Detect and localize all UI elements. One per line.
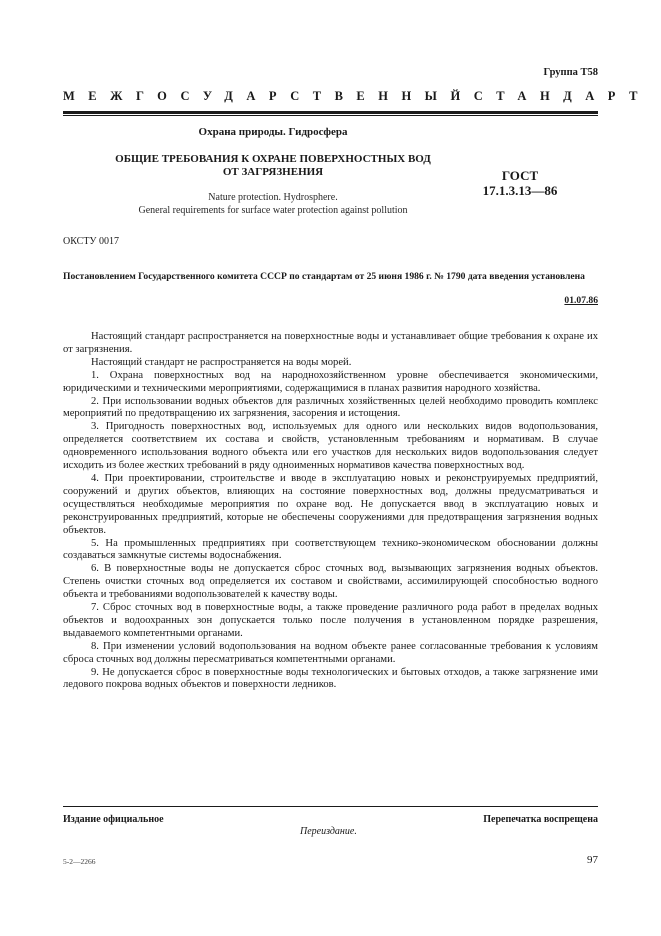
title-line-1: ОБЩИЕ ТРЕБОВАНИЯ К ОХРАНЕ ПОВЕРХНОСТНЫХ ВОД bbox=[115, 153, 431, 165]
title-line-2: ОТ ЗАГРЯЗНЕНИЯ bbox=[222, 166, 324, 178]
header-rule-thick bbox=[63, 111, 598, 114]
resolution-text: Постановлением Государственного комитета СССР по стандартам от 25 июня 1986 г. № 1790 дата введения установлена bbox=[63, 271, 585, 282]
header-rule-thin bbox=[63, 115, 598, 116]
paragraph: 1. Охрана поверхностных вод на народнохозяйственном уровне обеспечивается экономическими, юридическими и техническими мероприятиями, содержащимися в планах развития народного хозяйства. bbox=[63, 369, 598, 394]
print-code: 5-2—2266 bbox=[63, 857, 96, 866]
document-subject: Охрана природы. Гидросфера bbox=[198, 126, 348, 138]
okstu-code: ОКСТУ 0017 bbox=[63, 236, 120, 247]
document-title bbox=[63, 153, 483, 179]
gost-designation bbox=[470, 168, 570, 198]
paragraph: 5. На промышленных предприятиях при соответствующем технико-экономическом обосновании должны создаваться замкнутые системы водоснабжения. bbox=[63, 537, 598, 562]
paragraph: 4. При проектировании, строительстве и вводе в эксплуатацию новых и реконструируемых предприятий, сооружений и других объектов, влияющих на состояние поверхностных вод, должны предусматриваться и осуществляться необходимые мероприятия по охране вод. Не допускается ввод в эксплуатацию новых и реконструированных предприятий, которые не обеспечены сооружениями для предотвращения загрязнения водных объектов. bbox=[63, 472, 598, 536]
paragraph: Настоящий стандарт распространяется на поверхностные воды и устанавливает общие требования к охране их от загрязнения. bbox=[63, 331, 598, 355]
english-title-line-2: General requirements for surface water protection against pollution bbox=[138, 205, 408, 216]
page-number: 97 bbox=[587, 854, 598, 866]
paragraph: 8. При изменении условий водопользования на водном объекте ранее согласованные требования к условиям сброса сточных вод должны пересматриваться компетентными органами. bbox=[63, 640, 598, 665]
paragraph: 9. Не допускается сброс в поверхностные воды технологических и бытовых отходов, а также загрязнение ими ледового покрова водных объектов и поверхности ледников. bbox=[63, 666, 598, 691]
paragraph: 6. В поверхностные воды не допускается сброс сточных вод, вызывающих загрязнения водных объектов. Степень очистки сточных вод определяется их составом и свойствами, ассимилирующей способностью водного объекта и требованиями водопользователей к качеству воды. bbox=[63, 563, 598, 601]
paragraph: 3. Пригодность поверхностных вод, используемых для одного или нескольких видов водопользования, определяется соответствием их состава и свойств, установленным требованиям и нормативам. В случае одновременного использования водного объекта или его участков для нескольких видов водопользования следует исходить из более жестких требований в ряду одноименных нормативов качества поверхностных вод. bbox=[63, 421, 598, 472]
banner-word-interstate: МЕЖГОСУДАРСТВЕННЫЙ bbox=[63, 89, 474, 103]
english-title-line-1: Nature protection. Hydrosphere. bbox=[208, 192, 338, 203]
paragraph: 7. Сброс сточных вод в поверхностные воды, а также проведение различного рода работ в пределах водных объектов и водоохранных зон допускается только после получения в установленном порядке разрешения, выдаваемого компетентными органами. bbox=[63, 602, 598, 639]
english-title bbox=[63, 191, 483, 217]
footer-rule bbox=[63, 806, 598, 807]
standard-banner bbox=[63, 89, 651, 104]
gost-label: ГОСТ bbox=[501, 168, 539, 183]
paragraph: 2. При использовании водных объектов для различных хозяйственных целей необходимо проводить комплекс мероприятий по предотвращению их загрязнения, засорения и истощения. bbox=[63, 395, 598, 420]
group-code: Группа Т58 bbox=[543, 67, 598, 78]
gost-number: 17.1.3.13—86 bbox=[482, 183, 558, 198]
standard-body bbox=[63, 331, 598, 692]
paragraph: Настоящий стандарт не распространяется на воды морей. bbox=[91, 356, 352, 368]
effective-date: 01.07.86 bbox=[564, 295, 598, 306]
reissue-label: Переиздание. bbox=[300, 826, 357, 837]
banner-word-standard: СТАНДАРТ bbox=[473, 89, 651, 103]
official-edition-label: Издание официальное bbox=[63, 814, 164, 825]
reprint-prohibited-label: Перепечатка воспрещена bbox=[483, 814, 598, 825]
